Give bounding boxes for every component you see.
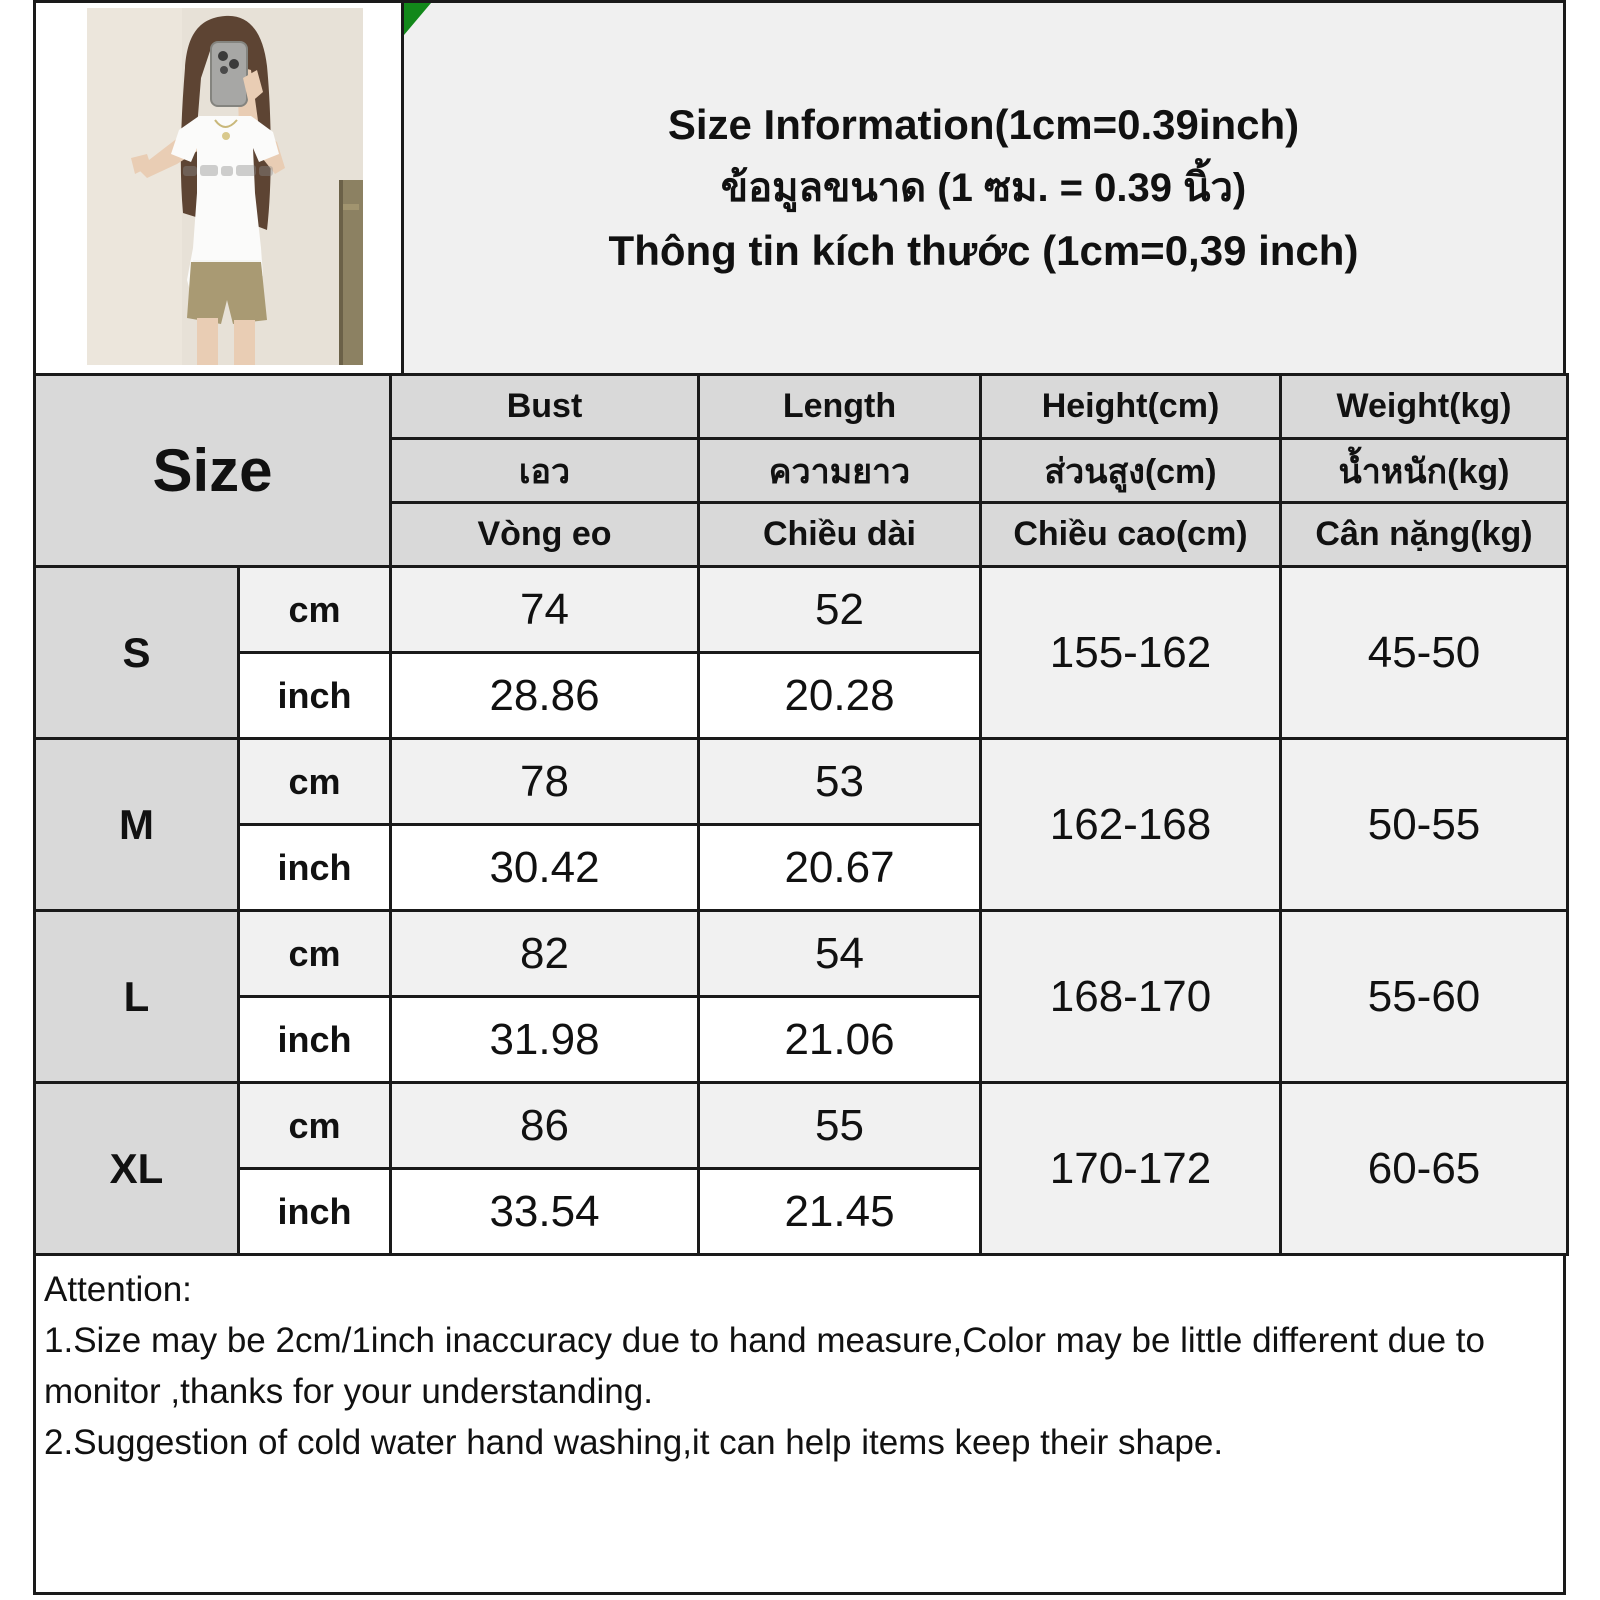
- size-letter: L: [35, 911, 239, 1083]
- col-header-weight-en: Weight(kg): [1281, 375, 1568, 439]
- col-header-bust-en: Bust: [391, 375, 699, 439]
- attention-box: [33, 1256, 1566, 1595]
- title-panel: [401, 3, 1563, 373]
- weight-range: 55-60: [1281, 911, 1568, 1083]
- unit-label-cm: cm: [239, 1083, 391, 1169]
- title-thai: ข้อมูลขนาด (1 ซม. = 0.39 นิ้ว): [720, 166, 1247, 210]
- size-letter: S: [35, 567, 239, 739]
- page-frame: [33, 0, 1566, 1595]
- unit-label-cm: cm: [239, 739, 391, 825]
- product-photo: [87, 8, 363, 365]
- size-table: [33, 373, 1569, 1256]
- bust-inch-value: 30.42: [391, 825, 699, 911]
- length-inch-value: 21.45: [699, 1169, 981, 1255]
- height-range: 155-162: [981, 567, 1281, 739]
- unit-label-cm: cm: [239, 911, 391, 997]
- weight-range: 60-65: [1281, 1083, 1568, 1255]
- bust-cm-value: 78: [391, 739, 699, 825]
- unit-label-inch: inch: [239, 997, 391, 1083]
- length-cm-value: 53: [699, 739, 981, 825]
- col-header-length-en: Length: [699, 375, 981, 439]
- bust-inch-value: 31.98: [391, 997, 699, 1083]
- unit-label-inch: inch: [239, 653, 391, 739]
- attention-heading: Attention:: [44, 1270, 192, 1309]
- weight-range: 50-55: [1281, 739, 1568, 911]
- attention-note-1: 1.Size may be 2cm/1inch inaccuracy due to hand measure,Color may be little different due to monitor ,thanks for your understanding.: [44, 1321, 1485, 1411]
- height-range: 162-168: [981, 739, 1281, 911]
- col-header-height-th: ส่วนสูง(cm): [981, 439, 1281, 503]
- bust-inch-value: 28.86: [391, 653, 699, 739]
- bust-cm-value: 86: [391, 1083, 699, 1169]
- title-english: Size Information(1cm=0.39inch): [667, 101, 1300, 148]
- size-letter: XL: [35, 1083, 239, 1255]
- bust-inch-value: 33.54: [391, 1169, 699, 1255]
- col-header-bust-vi: Vòng eo: [391, 503, 699, 567]
- green-corner-marker: [404, 3, 431, 35]
- unit-label-inch: inch: [239, 825, 391, 911]
- size-header: Size: [35, 375, 391, 567]
- title-vietnamese: Thông tin kích thước (1cm=0,39 inch): [608, 227, 1359, 274]
- col-header-height-vi: Chiều cao(cm): [981, 503, 1281, 567]
- photo-panel: [36, 3, 401, 373]
- bust-cm-value: 82: [391, 911, 699, 997]
- height-range: 170-172: [981, 1083, 1281, 1255]
- attention-note-2: 2.Suggestion of cold water hand washing,it can help items keep their shape.: [44, 1423, 1224, 1462]
- length-cm-value: 52: [699, 567, 981, 653]
- length-cm-value: 54: [699, 911, 981, 997]
- top-region: [33, 0, 1566, 373]
- unit-label-inch: inch: [239, 1169, 391, 1255]
- col-header-weight-th: น้ำหนัก(kg): [1281, 439, 1568, 503]
- length-inch-value: 21.06: [699, 997, 981, 1083]
- col-header-weight-vi: Cân nặng(kg): [1281, 503, 1568, 567]
- length-inch-value: 20.67: [699, 825, 981, 911]
- col-header-bust-th: เอว: [391, 439, 699, 503]
- col-header-length-th: ความยาว: [699, 439, 981, 503]
- col-header-height-en: Height(cm): [981, 375, 1281, 439]
- unit-label-cm: cm: [239, 567, 391, 653]
- height-range: 168-170: [981, 911, 1281, 1083]
- length-cm-value: 55: [699, 1083, 981, 1169]
- length-inch-value: 20.28: [699, 653, 981, 739]
- size-letter: M: [35, 739, 239, 911]
- weight-range: 45-50: [1281, 567, 1568, 739]
- bust-cm-value: 74: [391, 567, 699, 653]
- col-header-length-vi: Chiều dài: [699, 503, 981, 567]
